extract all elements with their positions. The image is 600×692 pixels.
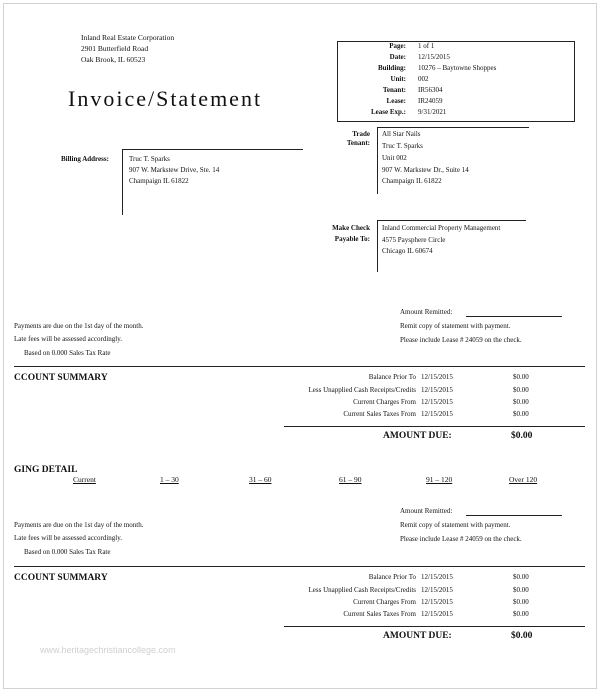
trade-tenant-line2: Truc T. Sparks xyxy=(382,142,423,150)
info-label-lease-exp: Lease Exp.: xyxy=(371,108,406,116)
payments-due-text-2: Payments are due on the 1st day of the month. xyxy=(14,521,144,529)
remit-copy-text-2: Remit copy of statement with payment. xyxy=(400,521,511,529)
amount-remitted-line-2 xyxy=(466,515,562,516)
make-check-label-line2: Payable To: xyxy=(334,235,370,243)
billing-address-line2: 907 W. Markstew Drive, Ste. 14 xyxy=(129,166,220,174)
make-check-bracket xyxy=(377,220,378,272)
amount-due-value-1: $0.00 xyxy=(511,431,533,441)
summary1-row1-label: Balance Prior To xyxy=(368,373,416,381)
trade-tenant-label-line2: Tenant: xyxy=(346,139,370,147)
summary2-row3-date: 12/15/2015 xyxy=(421,598,453,606)
info-value-lease: IR24059 xyxy=(418,97,443,105)
summary2-row4-date: 12/15/2015 xyxy=(421,610,453,618)
watermark: www.heritagechristiancollege.com xyxy=(40,645,176,655)
summary2-row4-amount: $0.00 xyxy=(513,610,529,618)
summary2-row4-label: Current Sales Taxes From xyxy=(343,610,416,618)
trade-tenant-line5: Champaign IL 61822 xyxy=(382,177,442,185)
info-label-date: Date: xyxy=(389,53,406,61)
aging-col-1-30: 1 – 30 xyxy=(160,475,179,484)
payments-due-text-1: Payments are due on the 1st day of the month. xyxy=(14,322,144,330)
statement-info-box xyxy=(337,41,575,122)
summary1-row4-date: 12/15/2015 xyxy=(421,410,453,418)
summary2-row3-amount: $0.00 xyxy=(513,598,529,606)
summary-top-rule-1 xyxy=(14,366,585,367)
aging-detail-title: GING DETAIL xyxy=(14,465,78,475)
aging-columns xyxy=(0,475,600,487)
remit-copy-text-1: Remit copy of statement with payment. xyxy=(400,322,511,330)
summary1-row4-amount: $0.00 xyxy=(513,410,529,418)
summary1-row1-amount: $0.00 xyxy=(513,373,529,381)
billing-address-line3: Champaign IL 61822 xyxy=(129,177,189,185)
aging-col-current: Current xyxy=(73,475,96,484)
amount-due-rule-1 xyxy=(284,426,585,427)
summary2-row1-label: Balance Prior To xyxy=(368,573,416,581)
billing-address-bracket xyxy=(122,149,123,215)
summary1-row3-date: 12/15/2015 xyxy=(421,398,453,406)
billing-address-line1: Truc T. Sparks xyxy=(129,155,170,163)
amount-due-rule-2 xyxy=(284,626,585,627)
summary2-row1-date: 12/15/2015 xyxy=(421,573,453,581)
summary2-row2-date: 12/15/2015 xyxy=(421,586,453,594)
info-label-tenant: Tenant: xyxy=(382,86,406,94)
summary1-row1-date: 12/15/2015 xyxy=(421,373,453,381)
tax-rate-text-2: Based on 0.000 Sales Tax Rate xyxy=(24,548,111,556)
summary1-row2-label: Less Unapplied Cash Receipts/Credits xyxy=(308,386,416,394)
trade-tenant-rule xyxy=(377,127,529,128)
info-value-tenant: IR56304 xyxy=(418,86,443,94)
company-address-line2: Oak Brook, IL 60523 xyxy=(81,55,146,64)
summary2-row2-label: Less Unapplied Cash Receipts/Credits xyxy=(308,586,416,594)
billing-address-label: Billing Address: xyxy=(61,155,109,163)
info-value-date: 12/15/2015 xyxy=(418,53,450,61)
account-summary-title-2: CCOUNT SUMMARY xyxy=(14,573,108,583)
billing-address-rule xyxy=(122,149,303,150)
summary1-row4-label: Current Sales Taxes From xyxy=(343,410,416,418)
account-summary-title-1: CCOUNT SUMMARY xyxy=(14,373,108,383)
info-value-lease-exp: 9/31/2021 xyxy=(418,108,447,116)
tax-rate-text-1: Based on 0.000 Sales Tax Rate xyxy=(24,349,111,357)
trade-tenant-label-line1: Trade xyxy=(352,130,370,138)
document-title: Invoice/Statement xyxy=(68,86,263,111)
summary1-row2-amount: $0.00 xyxy=(513,386,529,394)
info-value-page: 1 of 1 xyxy=(418,42,435,50)
make-check-label-line1: Make Check xyxy=(332,224,370,232)
trade-tenant-line3: Unit 002 xyxy=(382,154,407,162)
include-lease-text-1: Please include Lease # 24059 on the check. xyxy=(400,336,522,344)
late-fees-text-1: Late fees will be assessed accordingly. xyxy=(14,335,123,343)
summary1-row2-date: 12/15/2015 xyxy=(421,386,453,394)
make-check-rule xyxy=(377,220,526,221)
include-lease-text-2: Please include Lease # 24059 on the check. xyxy=(400,535,522,543)
info-value-building: 10276 – Baytowne Shoppes xyxy=(418,64,497,72)
amount-due-label-2: AMOUNT DUE: xyxy=(383,631,452,641)
aging-col-61-90: 61 – 90 xyxy=(339,475,362,484)
summary-top-rule-2 xyxy=(14,566,585,567)
company-name: Inland Real Estate Corporation xyxy=(81,33,175,42)
trade-tenant-bracket xyxy=(377,127,378,194)
amount-remitted-label-1: Amount Remitted: xyxy=(400,308,453,316)
info-label-unit: Unit: xyxy=(390,75,406,83)
trade-tenant-line4: 907 W. Markstew Dr., Suite 14 xyxy=(382,166,469,174)
amount-due-value-2: $0.00 xyxy=(511,631,533,641)
aging-col-over-120: Over 120 xyxy=(509,475,538,484)
aging-col-91-120: 91 – 120 xyxy=(426,475,453,484)
amount-due-label-1: AMOUNT DUE: xyxy=(383,431,452,441)
info-label-page: Page: xyxy=(389,42,406,50)
summary1-row3-amount: $0.00 xyxy=(513,398,529,406)
make-check-line2: 4575 Paysphere Circle xyxy=(382,236,446,244)
summary2-row3-label: Current Charges From xyxy=(353,598,416,606)
amount-remitted-line-1 xyxy=(466,316,562,317)
info-value-unit: 002 xyxy=(418,75,429,83)
summary2-row2-amount: $0.00 xyxy=(513,586,529,594)
aging-col-31-60: 31 – 60 xyxy=(249,475,272,484)
info-label-lease: Lease: xyxy=(386,97,406,105)
make-check-line1: Inland Commercial Property Management xyxy=(382,224,501,232)
amount-remitted-label-2: Amount Remitted: xyxy=(400,507,453,515)
info-label-building: Building: xyxy=(377,64,406,72)
make-check-line3: Chicago IL 60674 xyxy=(382,247,433,255)
late-fees-text-2: Late fees will be assessed accordingly. xyxy=(14,534,123,542)
summary2-row1-amount: $0.00 xyxy=(513,573,529,581)
trade-tenant-line1: All Star Nails xyxy=(382,130,421,138)
summary1-row3-label: Current Charges From xyxy=(353,398,416,406)
company-address-line1: 2901 Butterfield Road xyxy=(81,44,149,53)
